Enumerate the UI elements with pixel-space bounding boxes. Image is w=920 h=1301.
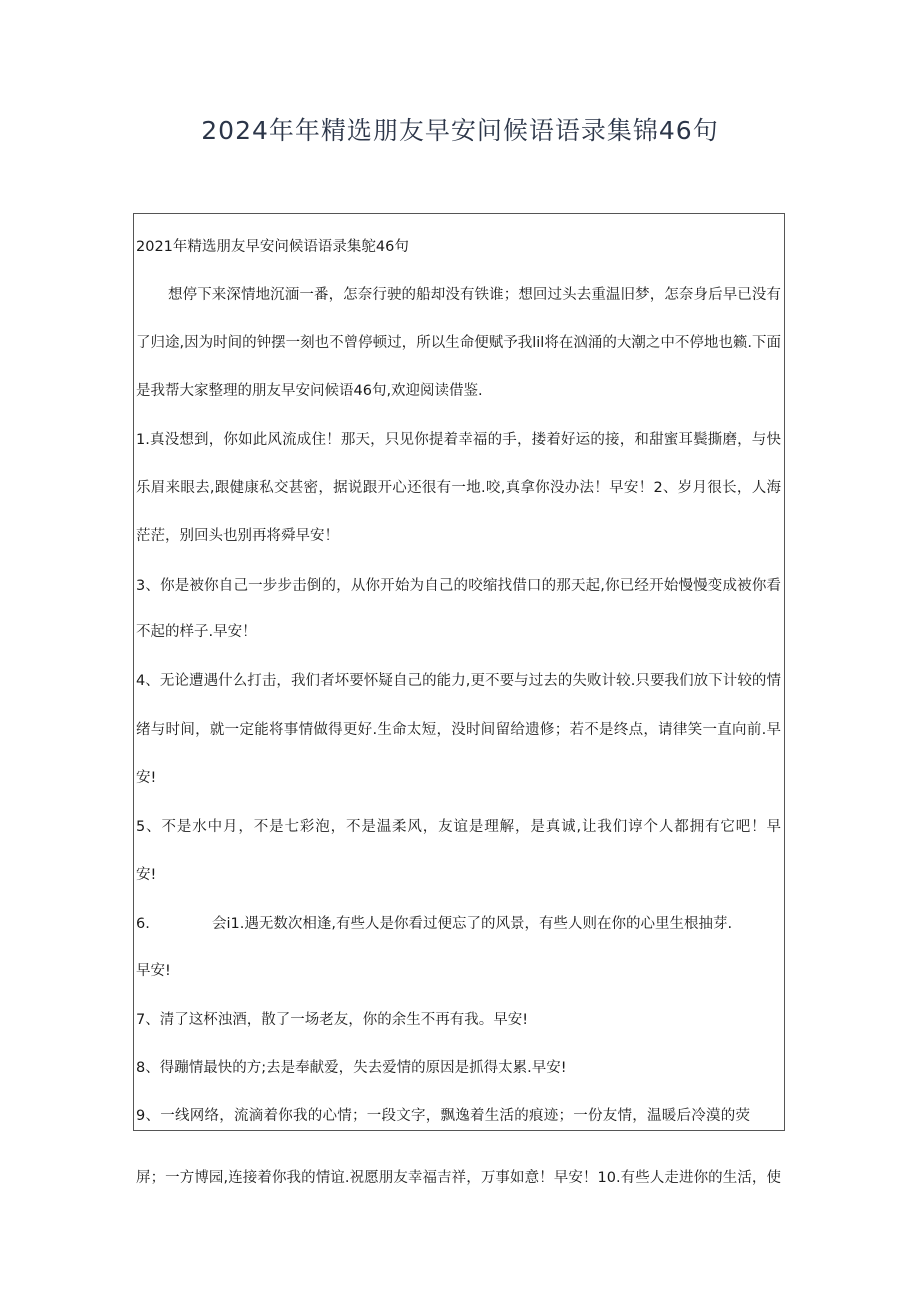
paragraph-line: 3、你是被你自己一步步击倒的，从你开始为自己的咬缩找借口的那天起,你已经开始慢慢变成被你看 bbox=[136, 578, 781, 594]
item-text: 会i1.遇无数次相逢,有些人是你看过便忘了的风景，有些人则在你的心里生根抽芽. bbox=[212, 916, 733, 932]
paragraph-line: 1.真没想到，你如此风流成住！那天，只见你提着幸福的手，搂着好运的接，和甜蜜耳鬓撕磨，与快 bbox=[136, 432, 781, 448]
item-number: 6. bbox=[136, 916, 150, 932]
paragraph-line: 想停下来深情地沉湎一番，怎奈行驶的船却没有铁谁；想回过头去重温旧梦，怎奈身后早已没有 bbox=[168, 287, 781, 303]
document-title: 2024年年精选朋友早安问候语语录集锦46句 bbox=[201, 116, 719, 145]
paragraph-line: 4、无论遭遇什么打击，我们者坏要怀疑自己的能力,更不要与过去的失败计较.只要我们放下计较的情 bbox=[136, 673, 781, 689]
paragraph-line: 绪与时间，就一定能将事情做得更好.生命太短，没时间留给遗修；若不是终点，请律笑一直向前.早 bbox=[136, 722, 781, 738]
paragraph-line: 安! bbox=[136, 867, 157, 883]
paragraph-line: 不起的样子.早安！ bbox=[136, 624, 257, 640]
paragraph-line: 了归途,因为时间的钟摆一刻也不曾停顿过，所以生命便赋予我lil将在汹涌的大潮之中不停地也籁.下面 bbox=[136, 335, 781, 351]
paragraph-line: 7、清了这杯浊酒，散了一场老友，你的余生不再有我。早安! bbox=[136, 1012, 529, 1028]
paragraph-line: 茫茫，别回头也别再将舜早安！ bbox=[136, 528, 339, 544]
paragraph-line: 安! bbox=[136, 770, 157, 786]
paragraph-line-numbered bbox=[136, 914, 732, 934]
box-heading: 2021年精选朋友早安问候语语录集鸵46句 bbox=[136, 239, 409, 255]
overflow-paragraph-line: 屏；一方博园,连接着你我的情谊.祝愿朋友幸福吉祥，万事如意！早安！10.有些人走进你的生活，使 bbox=[136, 1170, 781, 1186]
paragraph-line: 是我帮大家整理的朋友早安问候语46句,欢迎阅读借鉴. bbox=[136, 383, 483, 399]
paragraph-line: 5、不是水中月，不是七彩泡，不是温柔风，友谊是理解，是真诚,让我们谆个人都拥有它吧！早 bbox=[136, 819, 781, 835]
paragraph-line: 乐眉来眼去,跟健康私交甚密，据说跟开心还很有一地.咬,真拿你没办法！早安！2、岁月很长，人海 bbox=[136, 480, 781, 496]
paragraph-line: 8、得蹦情最快的方;去是奉献爱，失去爱情的原因是抓得太累.早安! bbox=[136, 1060, 567, 1076]
paragraph-line: 早安! bbox=[136, 963, 171, 979]
paragraph-line: 9、一线网络，流滴着你我的心情；一段文字，飘逸着生活的痕迹；一份友情，温暖后冷漠的荧 bbox=[136, 1108, 750, 1124]
